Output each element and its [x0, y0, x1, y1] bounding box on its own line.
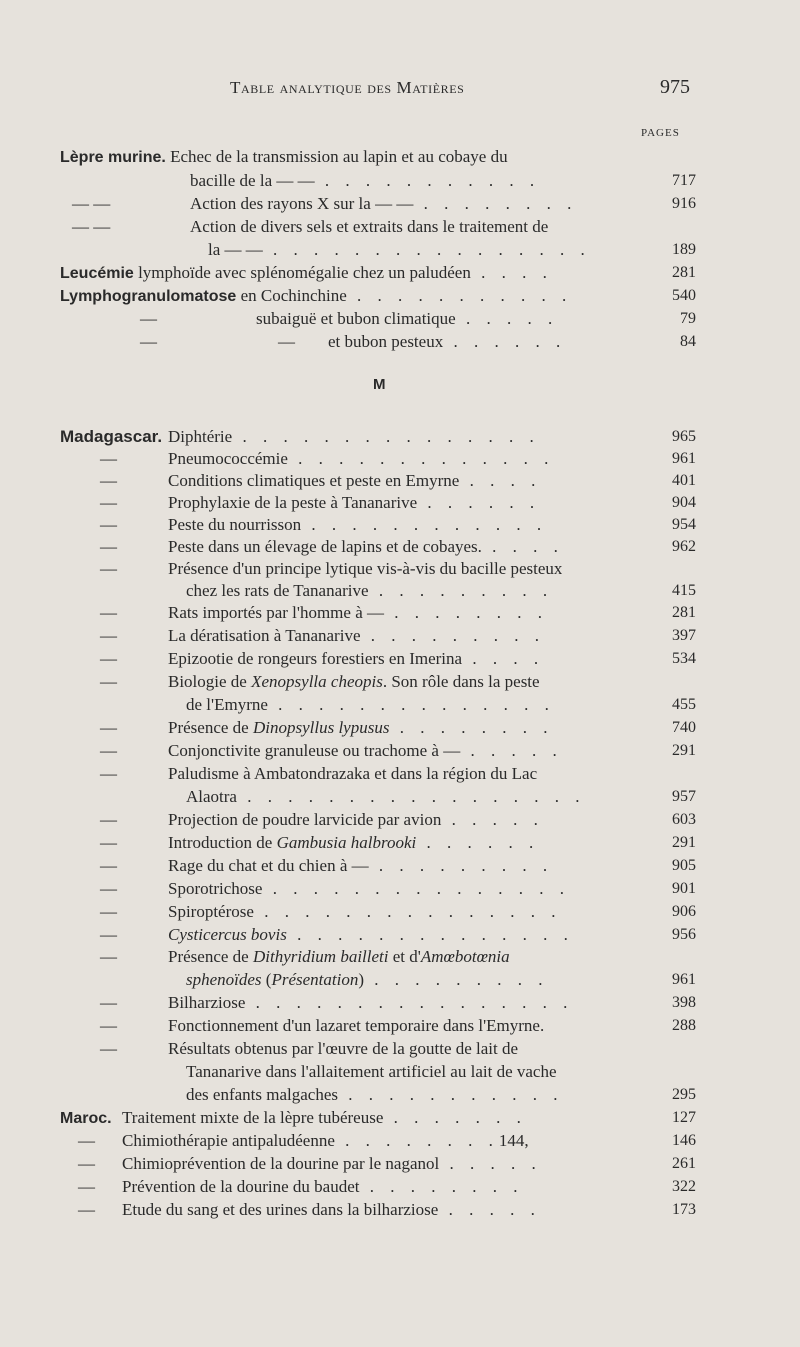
page-ref: 904: [672, 494, 696, 511]
entry-text: la — —: [208, 240, 263, 259]
species-name: Xenopsylla cheopis: [251, 672, 383, 691]
index-subentry: subaiguë et bubon climatique . . . . .: [256, 309, 559, 328]
index-subentry: Cysticercus bovis . . . . . . . . . . . . . .: [168, 925, 574, 944]
entry-text: Traitement mixte de la lèpre tubéreuse: [122, 1108, 384, 1127]
ditto-dash: —: [100, 718, 117, 737]
entry-text: Diphtérie: [168, 427, 233, 446]
entry-text: La dératisation à Tananarive: [168, 626, 361, 645]
index-subentry: Peste du nourrisson . . . . . . . . . . . .: [168, 515, 548, 534]
entry-continuation: la — — . . . . . . . . . . . . . . . .: [208, 240, 591, 259]
entry-text: Paludisme à Ambatondrazaka et dans la région du Lac: [168, 764, 538, 783]
ditto-dash: —: [100, 626, 117, 645]
entry-text: Action des rayons X sur la — —: [190, 194, 414, 213]
page-ref: 291: [672, 834, 696, 851]
entry-text: Sporotrichose: [168, 879, 263, 898]
page-ref: 322: [672, 1178, 696, 1195]
page-ref: 905: [672, 857, 696, 874]
entry-continuation: de l'Emyrne . . . . . . . . . . . . . .: [186, 695, 555, 714]
entry-text: de l'Emyrne: [186, 695, 268, 714]
entry-text: en Cochinchine: [240, 286, 347, 305]
species-name: sphenoïdes: [186, 970, 262, 989]
ditto-dash: —: [100, 993, 117, 1012]
index-subentry: [168, 558, 562, 580]
entry-text: Présence d'un principe lytique vis-à-vis du bacille pesteux: [168, 559, 563, 578]
index-entry-maroc: [60, 1107, 112, 1129]
entry-text: Fonctionnement d'un lazaret temporaire dans l'Emyrne.: [168, 1016, 545, 1035]
entry-heading: Lymphogranulomatose: [60, 288, 237, 305]
index-subentry: Traitement mixte de la lèpre tubéreuse . . . . . . .: [122, 1108, 527, 1127]
index-subentry: [168, 763, 537, 785]
index-subentry: Spiroptérose . . . . . . . . . . . . . . .: [168, 902, 562, 921]
entry-text: Résultats obtenus par l'œuvre de la goutte de lait de: [168, 1039, 519, 1058]
entry-text: des enfants malgaches: [186, 1085, 338, 1104]
index-subentry: Conditions climatiques et peste en Emyrne . . . .: [168, 471, 542, 490]
index-subentry: [168, 1015, 544, 1037]
entry-text: chez les rats de Tananarive: [186, 581, 369, 600]
entry-text: bacille de la — —: [190, 171, 315, 190]
index-subentry: Sporotrichose . . . . . . . . . . . . . . .: [168, 879, 570, 898]
species-name: Dithyridium bailleti: [252, 947, 389, 966]
entry-heading: Madagascar.: [60, 427, 163, 446]
entry-text: Action de divers sels et extraits dans le traitement de: [190, 217, 549, 236]
page-ref: 173: [672, 1201, 696, 1218]
index-subentry: La dératisation à Tananarive . . . . . . . . .: [168, 626, 545, 645]
entry-text: et d': [388, 947, 421, 966]
entry-text: Biologie de: [168, 672, 252, 691]
entry-text: (: [261, 970, 272, 989]
ditto-dash: —: [100, 493, 117, 512]
page-ref: 965: [672, 428, 696, 445]
index-subentry: Prophylaxie de la peste à Tananarive . . . . . .: [168, 493, 541, 512]
ditto-dash: —: [100, 902, 117, 921]
entry-text: Alaotra: [186, 787, 237, 806]
ditto-dash: —: [100, 947, 117, 966]
index-subentry: Chimioprévention de la dourine par le naganol . . . . .: [122, 1154, 542, 1173]
entry-heading: Lèpre murine.: [60, 149, 166, 166]
page-ref: 288: [672, 1017, 696, 1034]
ditto-dash: —: [100, 537, 117, 556]
index-subentry: Bilharziose . . . . . . . . . . . . . . . .: [168, 993, 574, 1012]
entry-text: Présence de: [168, 718, 253, 737]
page-ref: 603: [672, 811, 696, 828]
running-title: Table analytique des Matières: [230, 78, 465, 97]
page-ref: 401: [672, 472, 696, 489]
index-subentry: Conjonctivite granuleuse ou trachome à — . . . . .: [168, 741, 563, 760]
entry-text: Chimioprévention de la dourine par le naganol: [122, 1154, 440, 1173]
ditto-dash: —: [100, 833, 117, 852]
index-entry-madagascar: [60, 426, 162, 448]
index-subentry: [168, 671, 540, 693]
ditto-dash: —: [78, 1200, 95, 1219]
index-subentry: Peste dans un élevage de lapins et de cobayes. . . . .: [168, 537, 564, 556]
ditto-dash: —: [100, 515, 117, 534]
ditto-dash: —: [100, 449, 117, 468]
page-ref: 455: [672, 696, 696, 713]
index-subentry: Prévention de la dourine du baudet . . . . . . . .: [122, 1177, 524, 1196]
entry-text: Conditions climatiques et peste en Emyrne: [168, 471, 460, 490]
page-ref: 916: [672, 195, 696, 212]
entry-text: Projection de poudre larvicide par avion: [168, 810, 442, 829]
index-subentry: Pneumococcémie . . . . . . . . . . . . .: [168, 449, 555, 468]
entry-text: subaiguë et bubon climatique: [256, 309, 456, 328]
page-ref: 901: [672, 880, 696, 897]
page-ref: 146: [672, 1132, 696, 1149]
ditto-dash: —: [78, 1177, 95, 1196]
entry-continuation: bacille de la — — . . . . . . . . . . .: [190, 171, 541, 190]
entry-heading: Maroc.: [60, 1110, 112, 1127]
entry-text: et bubon pesteux: [328, 332, 444, 351]
index-subentry: Projection de poudre larvicide par avion . . . . .: [168, 810, 544, 829]
entry-text: Introduction de: [168, 833, 277, 852]
index-subentry: Diphtérie . . . . . . . . . . . . . . .: [168, 427, 540, 446]
page-ref: 961: [672, 971, 696, 988]
ditto-dash: —: [140, 309, 157, 328]
entry-continuation: Alaotra . . . . . . . . . . . . . . . . .: [186, 787, 586, 806]
entry-text: ): [358, 970, 365, 989]
index-subentry: Epizootie de rongeurs forestiers en Imerina . . . .: [168, 649, 545, 668]
index-subentry: Rats importés par l'homme à — . . . . . . . .: [168, 603, 548, 622]
entry-text: Spiroptérose: [168, 902, 254, 921]
entry-text: Conjonctivite granuleuse ou trachome à —: [168, 741, 461, 760]
page-ref: 740: [672, 719, 696, 736]
species-name: Amœbotœnia: [420, 947, 510, 966]
entry-text: Rage du chat et du chien à —: [168, 856, 369, 875]
section-letter: M: [373, 376, 386, 393]
ditto-dash: —: [100, 649, 117, 668]
entry-text: Prophylaxie de la peste à Tananarive: [168, 493, 418, 512]
entry-text: Peste du nourrisson: [168, 515, 302, 534]
index-entry-leucemie: Leucémie lymphoïde avec splénomégalie chez un paludéen . . . .: [60, 263, 553, 282]
entry-text: Epizootie de rongeurs forestiers en Imerina: [168, 649, 463, 668]
entry-text: Présentation: [271, 970, 359, 989]
page-ref: 261: [672, 1155, 696, 1172]
ditto-dash: — —: [72, 194, 111, 213]
species-name: Gambusia halbrooki: [276, 833, 417, 852]
ditto-dash: —: [100, 856, 117, 875]
page-ref: 957: [672, 788, 696, 805]
index-entry-lymphogranulomatose: Lymphogranulomatose en Cochinchine . . . . . . . . . . .: [60, 286, 573, 305]
ditto-dash: —: [140, 332, 157, 351]
page-ref: 954: [672, 516, 696, 533]
entry-text: Tananarive dans l'allaitement artificiel au lait de vache: [186, 1062, 557, 1081]
entry-text: Pneumococcémie: [168, 449, 288, 468]
species-name: Dinopsyllus lypusus: [252, 718, 390, 737]
page-ref: 717: [672, 172, 696, 189]
ditto-dash: —: [100, 559, 117, 578]
ditto-dash: —: [100, 603, 117, 622]
page-ref: 906: [672, 903, 696, 920]
page-ref: 961: [672, 450, 696, 467]
entry-continuation: [186, 1061, 557, 1083]
index-subentry: [190, 216, 548, 238]
page-ref: 415: [672, 582, 696, 599]
page-ref: 398: [672, 994, 696, 1011]
page-ref: 291: [672, 742, 696, 759]
page-ref: 84: [680, 333, 696, 350]
index-subentry: Rage du chat et du chien à — . . . . . . . . .: [168, 856, 554, 875]
index-subentry: Action des rayons X sur la — — . . . . . . . .: [190, 194, 578, 213]
entry-continuation: chez les rats de Tananarive . . . . . . . . .: [186, 581, 554, 600]
index-subentry: [168, 1038, 518, 1060]
ditto-dash: —: [100, 471, 117, 490]
ditto-dash: —: [100, 741, 117, 760]
index-subentry: et bubon pesteux . . . . . .: [328, 332, 567, 351]
entry-continuation: des enfants malgaches . . . . . . . . . . .: [186, 1085, 564, 1104]
page-ref: 79: [680, 310, 696, 327]
index-subentry: Présence de Dinopsyllus lypusus . . . . . . . .: [168, 718, 554, 737]
ditto-dash: —: [278, 332, 295, 351]
page-ref: 281: [672, 264, 696, 281]
page-number: 975: [660, 76, 690, 98]
ditto-dash: —: [100, 1016, 117, 1035]
entry-text: lymphoïde avec splénomégalie chez un paludéen: [138, 263, 471, 282]
page-ref: 540: [672, 287, 696, 304]
page-ref: 295: [672, 1086, 696, 1103]
species-name: Cysticercus bovis: [168, 925, 287, 944]
page-ref: 962: [672, 538, 696, 555]
entry-heading: Leucémie: [60, 265, 134, 282]
entry-text: Echec de la transmission au lapin et au cobaye du: [170, 147, 508, 166]
page-ref: 189: [672, 241, 696, 258]
entry-text: Rats importés par l'homme à —: [168, 603, 384, 622]
ditto-dash: —: [100, 1039, 117, 1058]
ditto-dash: —: [100, 879, 117, 898]
page-header: [0, 78, 800, 102]
entry-text: Peste dans un élevage de lapins et de cobayes.: [168, 537, 482, 556]
ditto-dash: —: [100, 764, 117, 783]
page-ref: 397: [672, 627, 696, 644]
ditto-dash: —: [100, 810, 117, 829]
ditto-dash: —: [78, 1154, 95, 1173]
ditto-dash: —: [100, 925, 117, 944]
entry-text: Présence de: [168, 947, 253, 966]
ditto-dash: —: [100, 672, 117, 691]
page-ref: 956: [672, 926, 696, 943]
index-subentry: Chimiothérapie antipaludéenne . . . . . . . .144,: [122, 1131, 529, 1150]
page-ref: 534: [672, 650, 696, 667]
index-subentry: [168, 946, 628, 968]
page-ref: 127: [672, 1109, 696, 1126]
entry-text: Chimiothérapie antipaludéenne: [122, 1131, 335, 1150]
index-subentry: Etude du sang et des urines dans la bilharziose . . . . .: [122, 1200, 541, 1219]
pages-column-label: PAGES: [641, 127, 680, 139]
entry-text: Etude du sang et des urines dans la bilharziose: [122, 1200, 439, 1219]
entry-continuation: sphenoïdes (Présentation) . . . . . . . . .: [186, 970, 549, 989]
entry-text: . Son rôle dans la peste: [382, 672, 540, 691]
entry-text: Prévention de la dourine du baudet: [122, 1177, 360, 1196]
page-ref: 144,: [498, 1131, 529, 1150]
index-entry-lepre-murine: [60, 146, 508, 168]
ditto-dash: —: [78, 1131, 95, 1150]
entry-text: Bilharziose: [168, 993, 246, 1012]
page-ref: 281: [672, 604, 696, 621]
index-subentry: Introduction de Gambusia halbrooki . . . . . .: [168, 833, 540, 852]
ditto-dash: — —: [72, 217, 111, 236]
